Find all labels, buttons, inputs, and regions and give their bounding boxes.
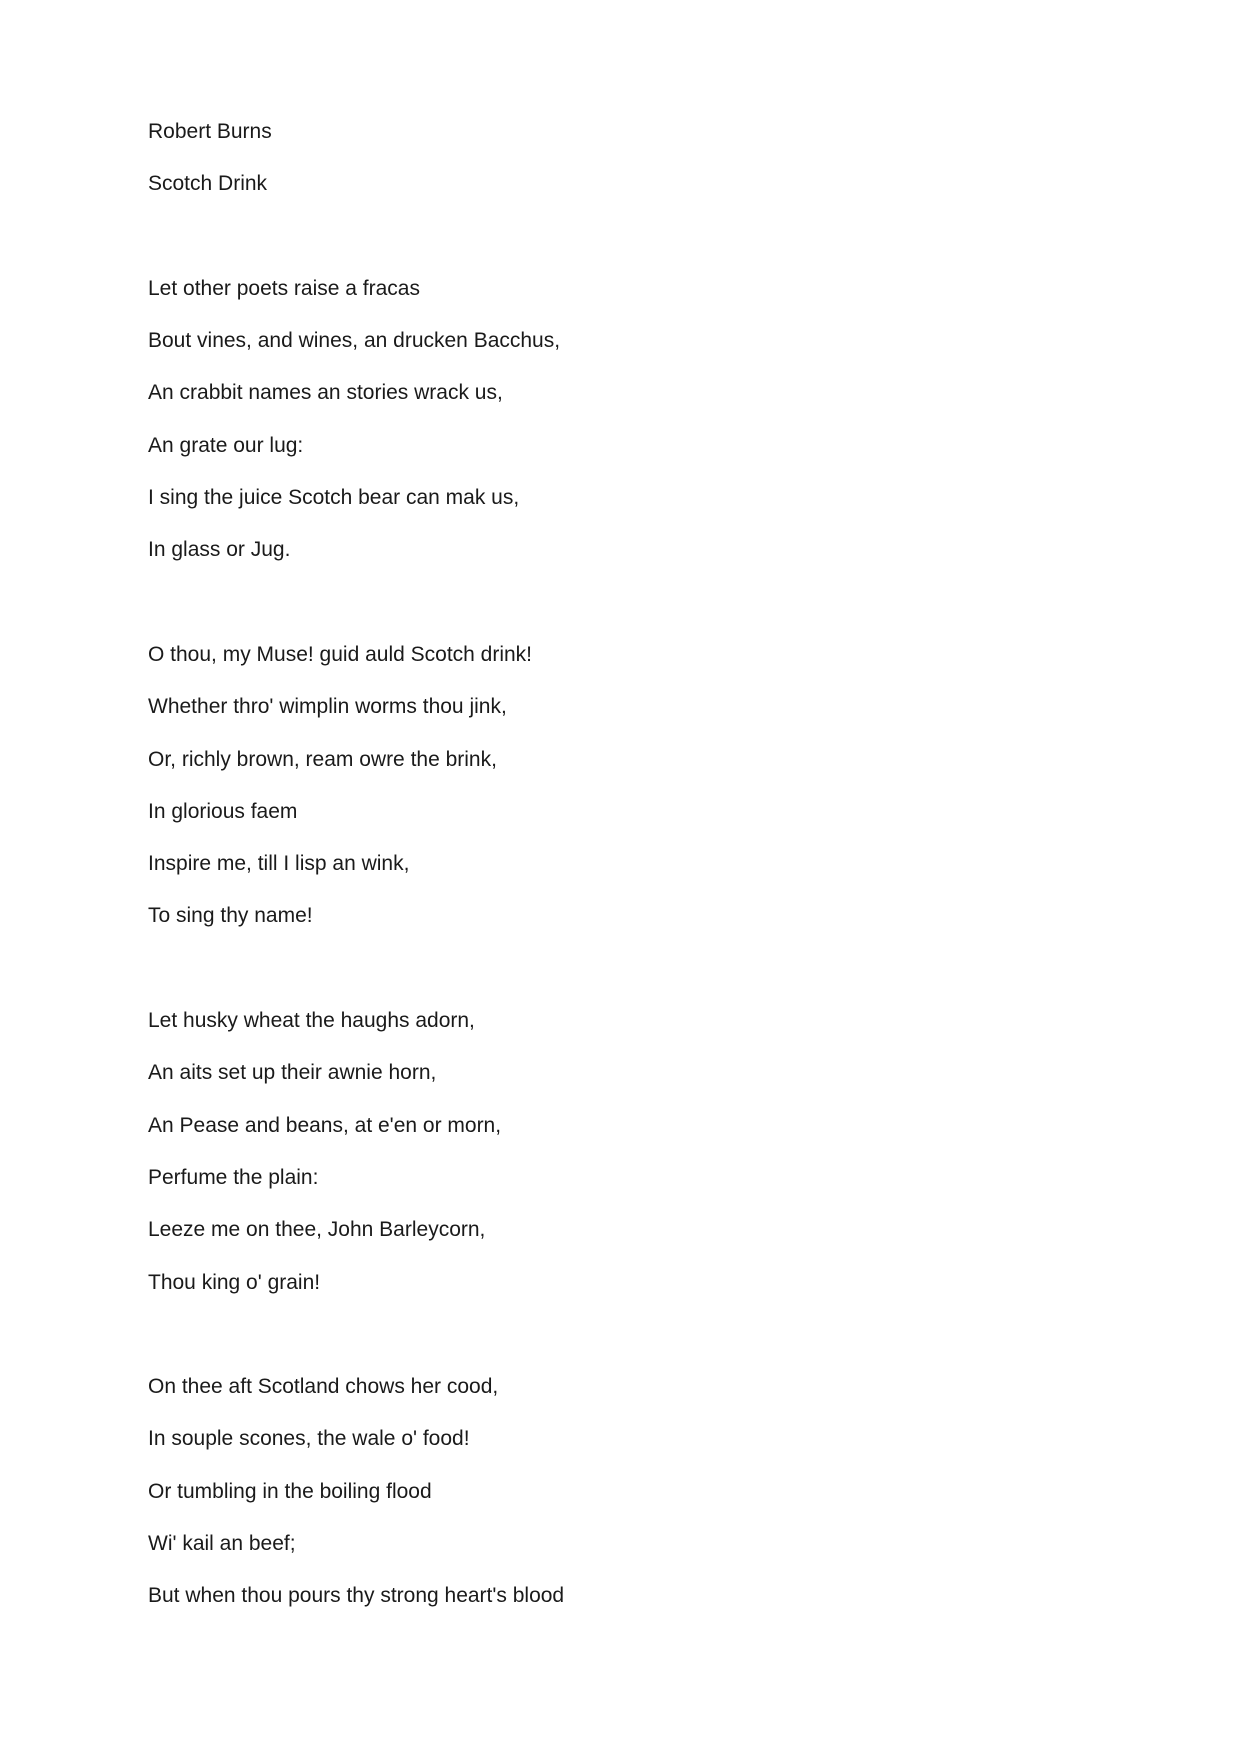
- poem-line: An aits set up their awnie horn,: [148, 1061, 437, 1085]
- poem-line: Leeze me on thee, John Barleycorn,: [148, 1218, 486, 1242]
- stanza-gap: [148, 943, 564, 995]
- poem-line: But when thou pours thy strong heart's blood: [148, 1584, 565, 1608]
- stanza-3: [148, 995, 564, 1309]
- poem-line: Thou king o' grain!: [148, 1270, 321, 1294]
- stanza-gap: [148, 577, 564, 629]
- stanza-gap: [148, 211, 564, 263]
- poem-line: Inspire me, till I lisp an wink,: [148, 852, 410, 876]
- poem-line: In glass or Jug.: [148, 538, 291, 562]
- stanza-1: [148, 263, 564, 577]
- poem-line: An crabbit names an stories wrack us,: [148, 381, 503, 405]
- poem-line: An Pease and beans, at e'en or morn,: [148, 1113, 502, 1137]
- poem-line: I sing the juice Scotch bear can mak us,: [148, 486, 520, 510]
- stanza-4: [148, 1361, 564, 1622]
- poem-line: In souple scones, the wale o' food!: [148, 1427, 470, 1451]
- poem-line: O thou, my Muse! guid auld Scotch drink!: [148, 642, 533, 666]
- stanza-2: [148, 629, 564, 943]
- poem-line: Or tumbling in the boiling flood: [148, 1479, 432, 1503]
- poem-line: Bout vines, and wines, an drucken Bacchus,: [148, 329, 561, 353]
- poem-text: [148, 106, 564, 1623]
- poem-title: Scotch Drink: [148, 172, 268, 196]
- poem-line: In glorious faem: [148, 799, 298, 823]
- poem-line: Let other poets raise a fracas: [148, 276, 420, 300]
- poem-line: Perfume the plain:: [148, 1165, 319, 1189]
- poem-line: On thee aft Scotland chows her cood,: [148, 1375, 499, 1399]
- poem-line: Or, richly brown, ream owre the brink,: [148, 747, 497, 771]
- poem-line: To sing thy name!: [148, 904, 313, 928]
- poem-line: An grate our lug:: [148, 433, 304, 457]
- stanza-gap: [148, 1309, 564, 1361]
- poem-line: Let husky wheat the haughs adorn,: [148, 1009, 475, 1033]
- poem-author: Robert Burns: [148, 120, 272, 143]
- poem-line: Wi' kail an beef;: [148, 1532, 296, 1556]
- poem-line: Whether thro' wimplin worms thou jink,: [148, 695, 507, 719]
